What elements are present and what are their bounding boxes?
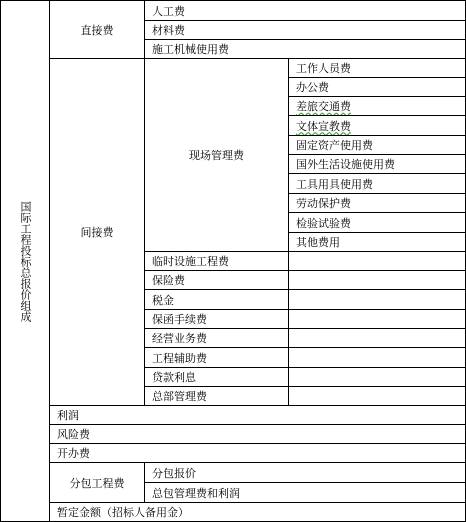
- subcontract-item-management: 总包管理费和利润: [144, 482, 466, 503]
- indirect-item-guarantee-fee: 保函手续费: [144, 309, 289, 329]
- indirect-cost-label: 间接费: [80, 226, 114, 239]
- site-item-other: 其他费用: [288, 232, 466, 252]
- root-label-cell: [0, 0, 50, 522]
- indirect-item-insurance: 保险费: [144, 270, 289, 290]
- site-item-travel: 差旅交通费: [288, 96, 466, 116]
- indirect-item-business-blank: [288, 328, 466, 348]
- indirect-cost-label-cell: [49, 58, 145, 406]
- indirect-item-auxiliary-blank: [288, 347, 466, 368]
- indirect-item-loan-interest-blank: [288, 367, 466, 387]
- indirect-item-temporary-facilities-blank: [288, 251, 466, 271]
- indirect-item-auxiliary: 工程辅助费: [144, 347, 289, 368]
- site-item-fixed-assets: 固定资产使用费: [288, 135, 466, 155]
- indirect-item-loan-interest: 贷款利息: [144, 367, 289, 387]
- direct-item-labor: 人工费: [144, 0, 466, 21]
- risk-row: 风险费: [49, 424, 466, 444]
- startup-row: 开办费: [49, 443, 466, 463]
- site-management-label: 现场管理费: [189, 149, 244, 162]
- site-item-tools: 工具用具使用费: [288, 173, 466, 194]
- site-item-labor-protection: 劳动保护费: [288, 193, 466, 213]
- indirect-item-guarantee-fee-blank: [288, 309, 466, 329]
- indirect-item-temporary-facilities: 临时设施工程费: [144, 251, 289, 271]
- direct-cost-label-cell: [49, 0, 145, 59]
- indirect-item-business: 经营业务费: [144, 328, 289, 348]
- site-management-label-cell: [144, 58, 289, 252]
- indirect-item-hq-management: 总部管理费: [144, 386, 289, 406]
- site-item-living-facilities: 国外生活设施使用费: [288, 154, 466, 174]
- direct-item-materials: 材料费: [144, 20, 466, 40]
- site-item-culture: 文体宣教费: [288, 115, 466, 136]
- subcontract-item-quote: 分包报价: [144, 462, 466, 483]
- indirect-item-insurance-blank: [288, 270, 466, 290]
- provisional-row: 暂定金额（招标人备用金）: [49, 502, 466, 522]
- direct-cost-label: 直接费: [80, 23, 114, 37]
- subcontract-label: 分包工程费: [69, 476, 125, 490]
- direct-item-machinery: 施工机械使用费: [144, 39, 466, 59]
- root-label: 国际工程投标总报价组成: [19, 200, 32, 322]
- indirect-item-hq-management-blank: [288, 386, 466, 406]
- indirect-item-tax: 税金: [144, 289, 289, 310]
- profit-row: 利润: [49, 405, 466, 425]
- site-item-staff: 工作人员费: [288, 58, 466, 78]
- indirect-item-tax-blank: [288, 289, 466, 310]
- site-item-testing: 检验试验费: [288, 212, 466, 233]
- subcontract-label-cell: [49, 462, 145, 503]
- site-item-office: 办公费: [288, 77, 466, 97]
